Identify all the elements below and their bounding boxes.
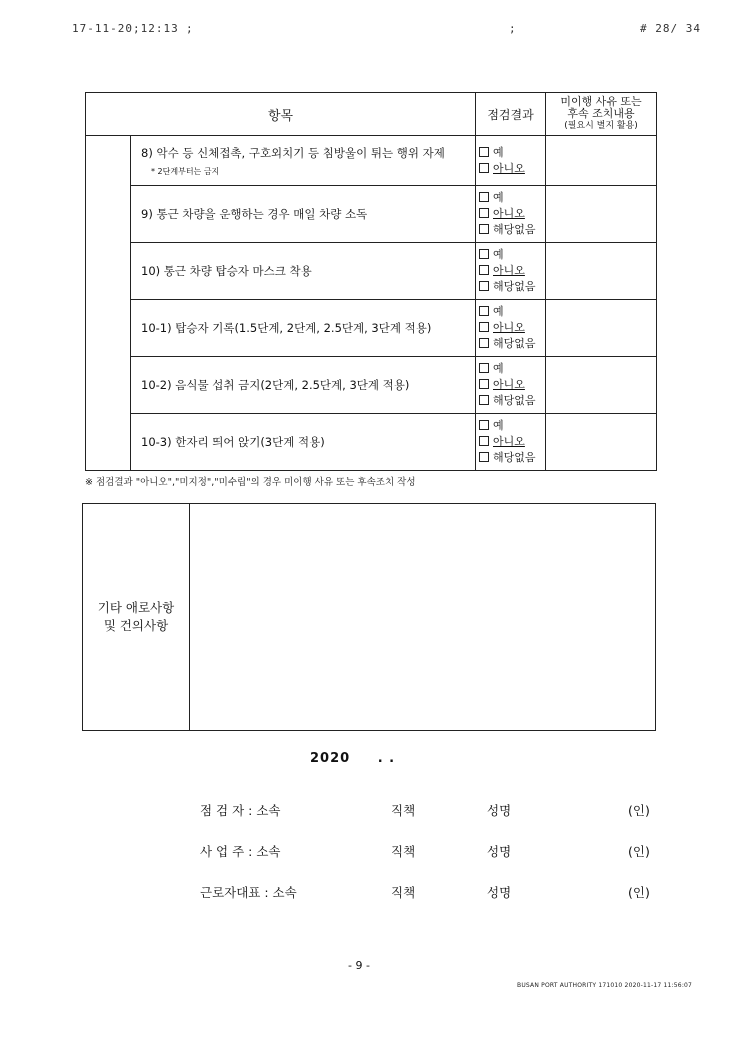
signature-line-worker-rep	[0, 883, 740, 903]
remarks-table	[82, 503, 656, 731]
checkbox[interactable]	[479, 265, 489, 275]
item-cell	[131, 300, 476, 357]
table-row	[86, 414, 657, 471]
table-row	[86, 300, 657, 357]
signature-name[interactable]: 성명	[487, 803, 512, 818]
item-subnote: * 2단계부터는 금지	[151, 166, 220, 176]
header-item: 항목	[86, 93, 476, 136]
signature-seal: (인)	[628, 844, 650, 859]
signature-position[interactable]: 직책	[391, 844, 416, 859]
remarks-label-line: 기타 애로사항	[97, 600, 175, 615]
signature-seal: (인)	[628, 885, 650, 900]
remarks-content[interactable]	[190, 504, 656, 731]
checkbox[interactable]	[479, 338, 489, 348]
checkbox[interactable]	[479, 163, 489, 173]
signature-name[interactable]: 성명	[487, 844, 512, 859]
item-text: 9) 통근 차량을 운행하는 경우 매일 차량 소독	[141, 207, 368, 221]
item-cell	[131, 136, 476, 186]
option-yes[interactable]	[479, 247, 545, 263]
checkbox[interactable]	[479, 363, 489, 373]
signature-role: 사 업 주 : 소속	[200, 844, 281, 859]
table-row	[86, 243, 657, 300]
checkbox[interactable]	[479, 224, 489, 234]
item-cell	[131, 186, 476, 243]
note-cell[interactable]	[546, 136, 657, 186]
result-options	[476, 243, 546, 300]
checkbox[interactable]	[479, 420, 489, 430]
page-number: - 9 -	[348, 959, 370, 972]
option-yes[interactable]	[479, 190, 545, 206]
note-cell[interactable]	[546, 186, 657, 243]
option-na[interactable]	[479, 336, 545, 352]
option-label: 해당없음	[493, 451, 536, 464]
result-options	[476, 186, 546, 243]
signature-role: 점 검 자 : 소속	[200, 803, 281, 818]
option-label: 예	[493, 145, 504, 159]
checkbox[interactable]	[479, 395, 489, 405]
option-na[interactable]	[479, 450, 545, 466]
option-no[interactable]	[479, 320, 545, 336]
option-label: 아니오	[493, 264, 525, 277]
option-label: 아니오	[493, 378, 525, 391]
fax-separator: ;	[509, 22, 517, 35]
signature-name[interactable]: 성명	[487, 885, 512, 900]
item-text: 10-1) 탑승자 기록(1.5단계, 2단계, 2.5단계, 3단계 적용)	[141, 321, 432, 335]
signature-role: 근로자대표 : 소속	[200, 885, 297, 900]
note-cell[interactable]	[546, 243, 657, 300]
date-separators: . .	[377, 751, 396, 766]
result-options	[476, 414, 546, 471]
item-text: 10-3) 한자리 띄어 앉기(3단계 적용)	[141, 435, 325, 449]
item-text: 10-2) 음식물 섭취 금지(2단계, 2.5단계, 3단계 적용)	[141, 378, 410, 392]
category-cell	[86, 136, 131, 471]
fax-datetime: 17-11-20;12:13	[72, 22, 179, 35]
option-no[interactable]	[479, 434, 545, 450]
checkbox[interactable]	[479, 249, 489, 259]
note-cell[interactable]	[546, 357, 657, 414]
option-label: 아니오	[493, 207, 525, 220]
note-cell[interactable]	[546, 414, 657, 471]
checkbox[interactable]	[479, 281, 489, 291]
checkbox[interactable]	[479, 306, 489, 316]
signature-position[interactable]: 직책	[391, 885, 416, 900]
footnote: ※ 점검결과 "아니오","미지정","미수립"의 경우 미이행 사유 또는 후속조치 작성	[85, 477, 416, 488]
table-row	[86, 357, 657, 414]
option-yes[interactable]	[479, 418, 545, 434]
item-text: 8) 악수 등 신체접촉, 구호외치기 등 침방울이 튀는 행위 자제	[141, 145, 445, 160]
table-header-row	[86, 93, 657, 136]
option-no[interactable]	[479, 263, 545, 279]
fax-page-count: # 28/ 34	[640, 22, 701, 35]
checkbox[interactable]	[479, 192, 489, 202]
date-line	[310, 751, 395, 766]
option-yes[interactable]	[479, 145, 545, 161]
note-cell[interactable]	[546, 300, 657, 357]
checkbox[interactable]	[479, 322, 489, 332]
option-no[interactable]	[479, 206, 545, 222]
result-options	[476, 300, 546, 357]
table-row	[86, 136, 657, 186]
fax-separator: ;	[186, 22, 194, 35]
checkbox[interactable]	[479, 147, 489, 157]
option-label: 해당없음	[493, 280, 536, 293]
header-note-line: 후속 조치내용	[567, 107, 635, 120]
option-yes[interactable]	[479, 304, 545, 320]
header-note-line: (필요시 별지 활용)	[564, 121, 638, 131]
remarks-label-line: 및 건의사항	[103, 618, 169, 633]
option-label: 아니오	[493, 161, 525, 175]
option-label: 예	[493, 191, 504, 204]
checklist-table	[85, 92, 657, 471]
option-label: 예	[493, 248, 504, 261]
result-options	[476, 136, 546, 186]
header-result: 점검결과	[476, 93, 546, 136]
signature-line-inspector	[0, 801, 740, 821]
option-label: 해당없음	[493, 394, 536, 407]
item-cell	[131, 414, 476, 471]
checkbox[interactable]	[479, 452, 489, 462]
remarks-label	[83, 504, 190, 731]
option-label: 해당없음	[493, 223, 536, 236]
date-year: 2020	[310, 751, 351, 766]
header-note-line: 미이행 사유 또는	[560, 95, 642, 108]
print-footer: BUSAN PORT AUTHORITY 171010 2020-11-17 11:56:07	[517, 982, 693, 989]
option-label: 예	[493, 362, 504, 375]
option-yes[interactable]	[479, 361, 545, 377]
result-options	[476, 357, 546, 414]
signature-seal: (인)	[628, 803, 650, 818]
item-cell	[131, 357, 476, 414]
item-cell	[131, 243, 476, 300]
checkbox[interactable]	[479, 436, 489, 446]
header-note	[546, 93, 657, 136]
option-no[interactable]	[479, 161, 545, 177]
checkbox[interactable]	[479, 379, 489, 389]
signature-line-employer	[0, 842, 740, 862]
option-na[interactable]	[479, 393, 545, 409]
option-no[interactable]	[479, 377, 545, 393]
table-row	[86, 186, 657, 243]
option-na[interactable]	[479, 222, 545, 238]
option-label: 예	[493, 419, 504, 432]
option-na[interactable]	[479, 279, 545, 295]
option-label: 아니오	[493, 435, 525, 448]
signature-position[interactable]: 직책	[391, 803, 416, 818]
option-label: 예	[493, 305, 504, 318]
item-text: 10) 통근 차량 탑승자 마스크 착용	[141, 264, 312, 278]
option-label: 해당없음	[493, 337, 536, 350]
option-label: 아니오	[493, 321, 525, 334]
checkbox[interactable]	[479, 208, 489, 218]
